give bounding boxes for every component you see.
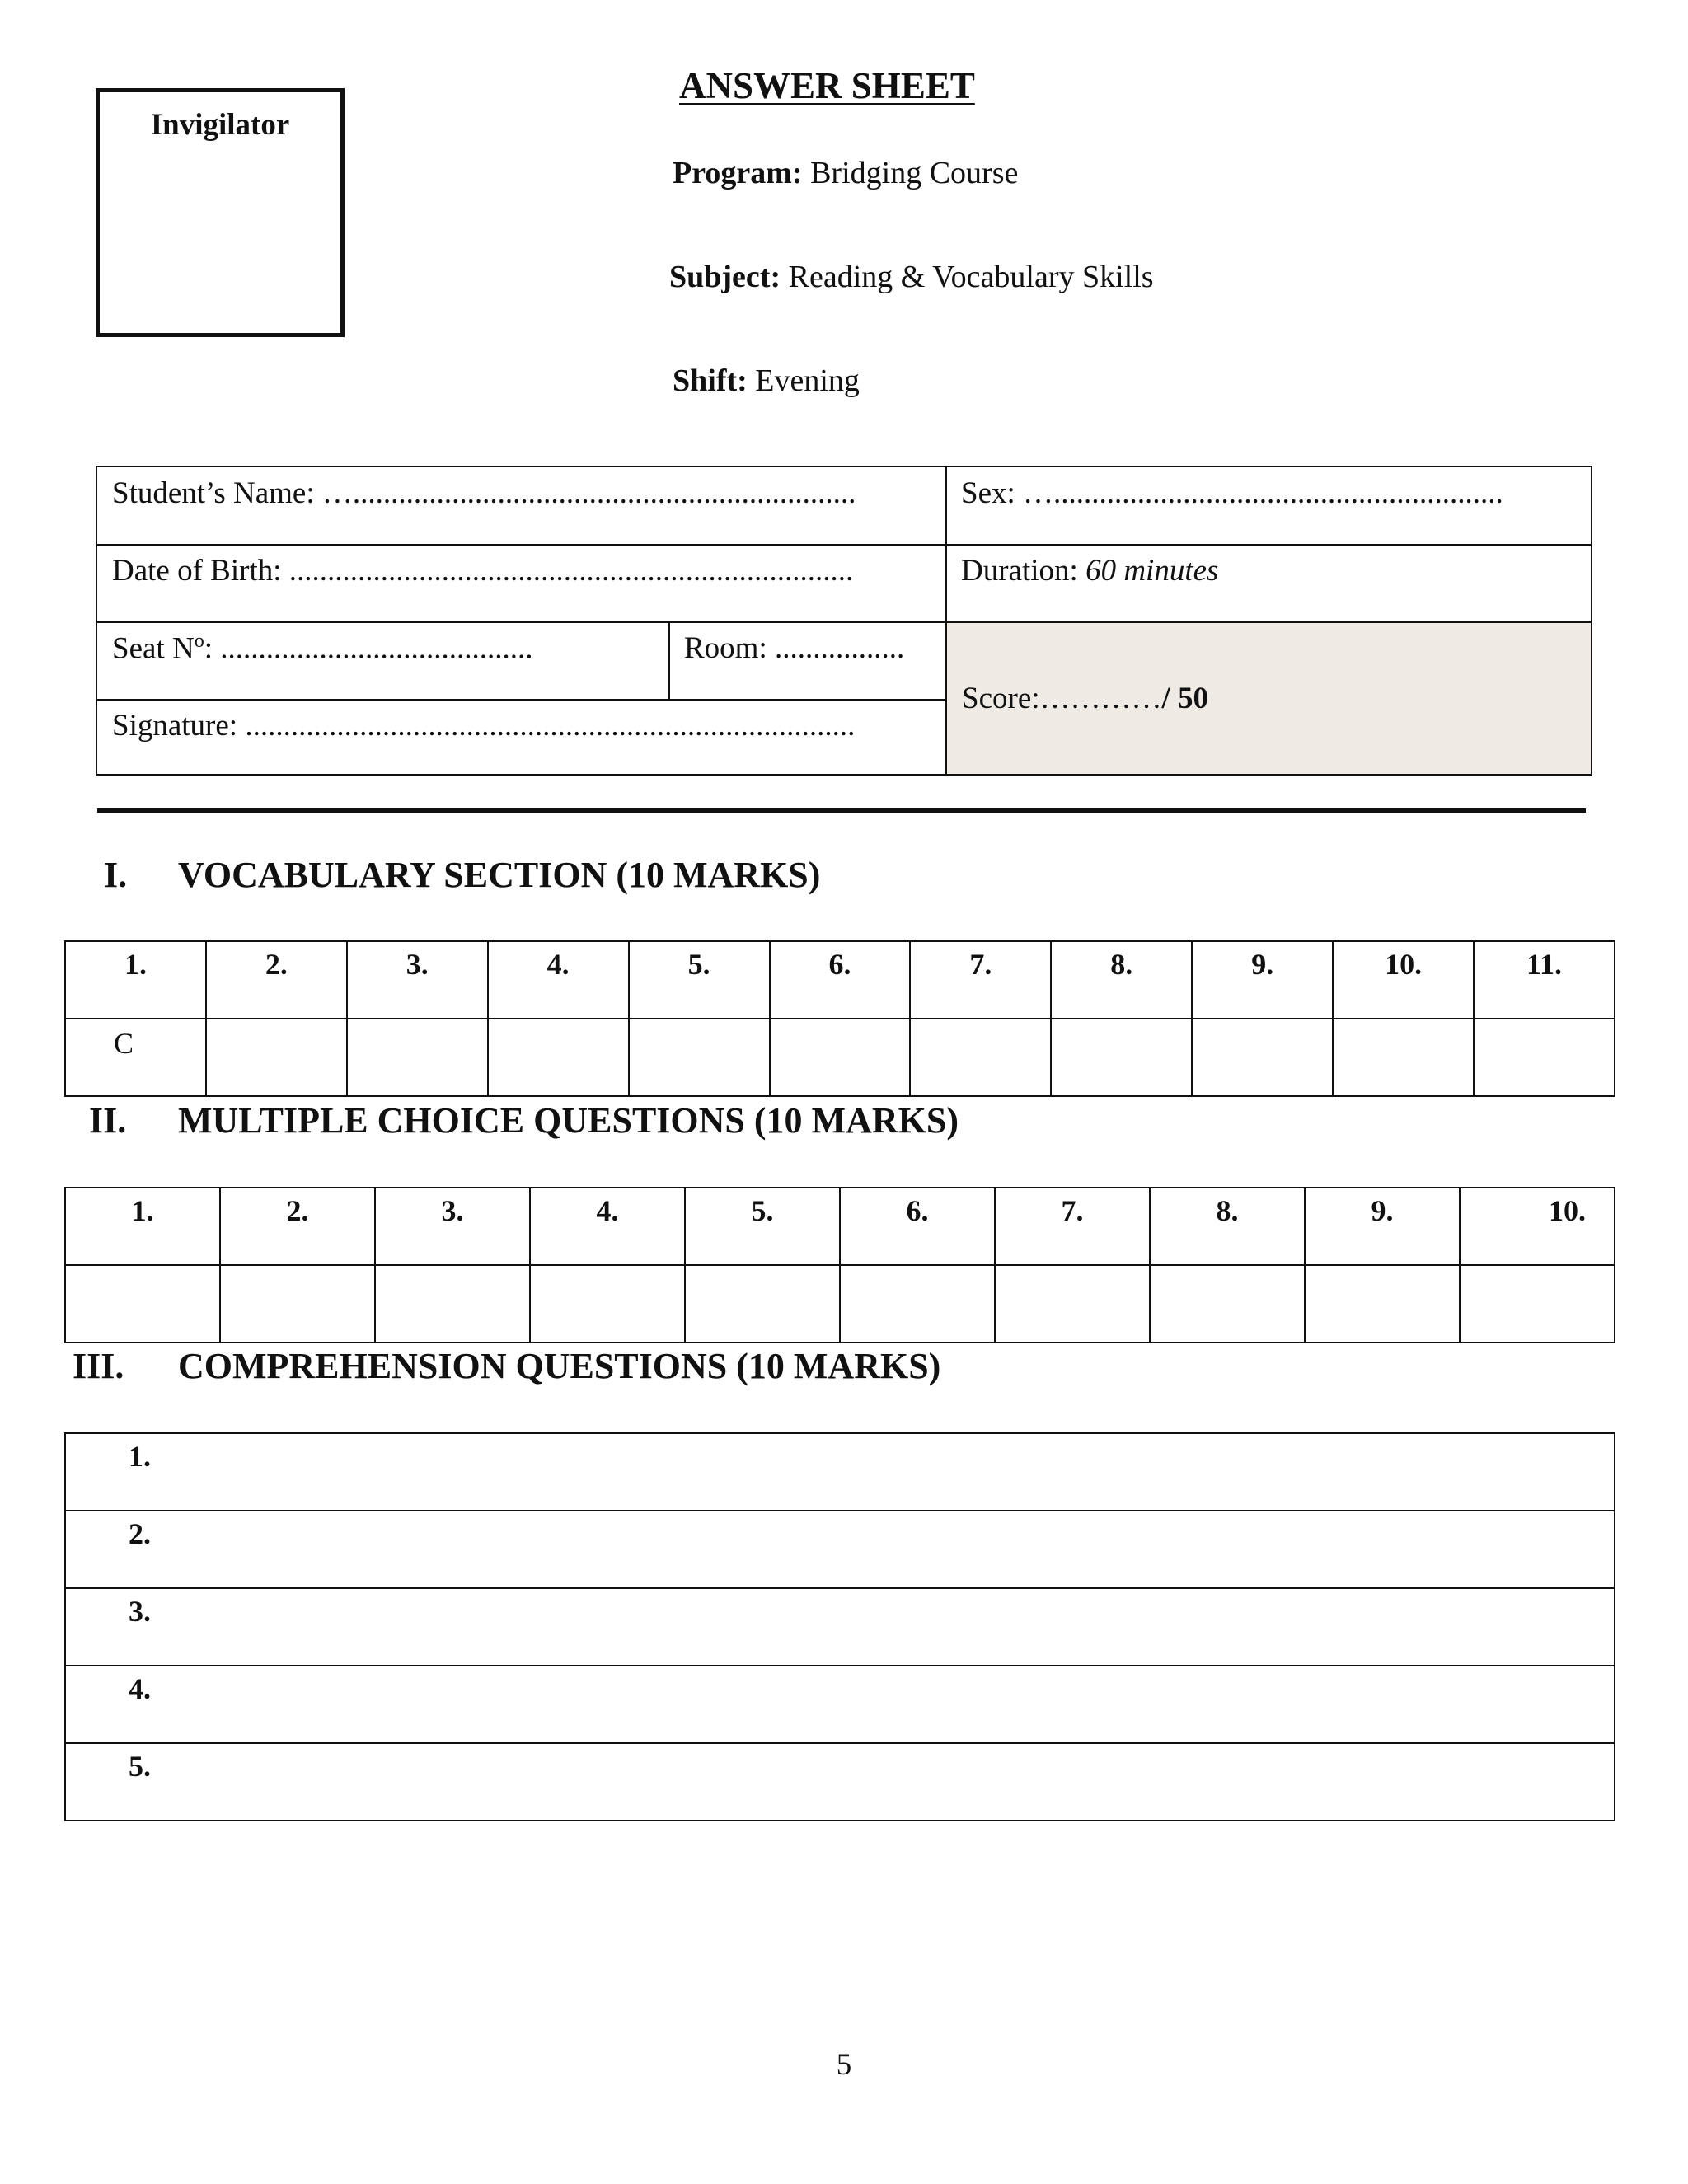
vocab-answer-cell[interactable]: [1474, 1019, 1615, 1096]
mcq-header-cell: 9.: [1305, 1188, 1460, 1265]
vocab-header-cell: 2.: [206, 941, 347, 1019]
duration-label: Duration:: [961, 554, 1086, 588]
seat-label-sup: o: [194, 630, 204, 652]
info-divider: [97, 544, 1591, 546]
comp-answer-line[interactable]: 5.: [65, 1743, 1615, 1821]
score-total: / 50: [1161, 682, 1209, 715]
vocab-header-cell: 7.: [910, 941, 1051, 1019]
mcq-answer-cell[interactable]: [1460, 1265, 1615, 1343]
mcq-answer-row: [65, 1265, 1615, 1343]
vocab-answer-cell[interactable]: [770, 1019, 911, 1096]
score-label: Score:…………: [962, 682, 1162, 715]
mcq-answer-cell[interactable]: [995, 1265, 1150, 1343]
comp-section-number: III.: [73, 1346, 124, 1386]
info-divider: [945, 467, 947, 774]
vocab-answer-cell[interactable]: C: [65, 1019, 206, 1096]
mcq-header-cell: 8.: [1150, 1188, 1305, 1265]
vocab-answer-cell[interactable]: [629, 1019, 770, 1096]
mcq-header-cell: 4.: [530, 1188, 685, 1265]
shift-line: [673, 363, 860, 399]
vocab-header-cell: 4.: [488, 941, 629, 1019]
vocab-answer-cell[interactable]: [206, 1019, 347, 1096]
subject-value: Reading & Vocabulary Skills: [788, 260, 1154, 294]
program-value: Bridging Course: [810, 156, 1019, 190]
comp-answer-line[interactable]: 2.: [65, 1511, 1615, 1588]
mcq-answer-cell[interactable]: [685, 1265, 840, 1343]
vocab-header-cell: 11.: [1474, 941, 1615, 1019]
mcq-header-cell: 10.: [1460, 1188, 1615, 1265]
vocab-answer-cell[interactable]: [488, 1019, 629, 1096]
vocab-answer-cell[interactable]: [1333, 1019, 1474, 1096]
vocab-section-title: VOCABULARY SECTION (10 MARKS): [178, 855, 821, 895]
vocab-answer-cell[interactable]: [1051, 1019, 1192, 1096]
comp-answer-line[interactable]: 3.: [65, 1588, 1615, 1666]
vocab-header-cell: 9.: [1192, 941, 1333, 1019]
sex-field[interactable]: Sex: …...........................................................: [961, 476, 1503, 510]
comprehension-answer-table: [64, 1432, 1615, 1821]
info-divider: [97, 699, 946, 701]
mcq-header-cell: 6.: [840, 1188, 995, 1265]
vocab-header-cell: 3.: [347, 941, 488, 1019]
mcq-section-number: II.: [89, 1100, 127, 1141]
vocab-header-cell: 6.: [770, 941, 911, 1019]
comp-answer-line[interactable]: 1.: [65, 1433, 1615, 1511]
duration-value: 60 minutes: [1085, 554, 1219, 588]
mcq-header-cell: 2.: [220, 1188, 375, 1265]
vocab-answer-row: [65, 1019, 1615, 1096]
invigilator-box: [96, 88, 345, 337]
program-line: [673, 155, 1018, 191]
mcq-section-title: MULTIPLE CHOICE QUESTIONS (10 MARKS): [178, 1100, 959, 1141]
seat-number-field[interactable]: [97, 622, 669, 700]
duration-field: [946, 545, 1591, 622]
subject-line: [669, 259, 1154, 295]
info-divider: [668, 621, 670, 700]
section-separator: [97, 808, 1586, 813]
mcq-header-row: [65, 1188, 1615, 1265]
seat-dots: : .........................................: [204, 631, 533, 666]
mcq-answer-cell[interactable]: [65, 1265, 220, 1343]
date-of-birth-field[interactable]: Date of Birth: ..........................................................................: [112, 554, 854, 588]
vocab-header-row: [65, 941, 1615, 1019]
student-name-field[interactable]: Student’s Name: …..................................................................: [112, 476, 856, 510]
mcq-header-cell: 5.: [685, 1188, 840, 1265]
score-field: [947, 623, 1591, 774]
mcq-answer-table: [64, 1187, 1615, 1343]
mcq-answer-cell[interactable]: [1305, 1265, 1460, 1343]
vocab-header-cell: 10.: [1333, 941, 1474, 1019]
page-number: 5: [836, 2048, 852, 2082]
vocab-header-cell: 1.: [65, 941, 206, 1019]
vocab-section-number: I.: [104, 855, 128, 895]
vocab-header-cell: 8.: [1051, 941, 1192, 1019]
comp-answer-line[interactable]: 4.: [65, 1666, 1615, 1743]
vocab-answer-cell[interactable]: [347, 1019, 488, 1096]
mcq-header-cell: 1.: [65, 1188, 220, 1265]
student-info-table: [96, 466, 1592, 776]
mcq-answer-cell[interactable]: [375, 1265, 530, 1343]
shift-label: Shift:: [673, 363, 748, 398]
comp-answer-row: [65, 1666, 1615, 1743]
seat-label: Seat N: [112, 631, 195, 666]
program-label: Program:: [673, 156, 803, 190]
subject-label: Subject:: [669, 260, 781, 294]
comp-answer-row: [65, 1433, 1615, 1511]
mcq-answer-cell[interactable]: [220, 1265, 375, 1343]
shift-value: Evening: [755, 363, 860, 398]
vocab-header-cell: 5.: [629, 941, 770, 1019]
info-divider: [97, 621, 1591, 623]
invigilator-label: Invigilator: [150, 108, 290, 142]
mcq-header-cell: 7.: [995, 1188, 1150, 1265]
vocab-answer-cell[interactable]: [1192, 1019, 1333, 1096]
comp-answer-row: [65, 1743, 1615, 1821]
vocab-answer-cell[interactable]: [910, 1019, 1051, 1096]
mcq-answer-cell[interactable]: [1150, 1265, 1305, 1343]
page-title: ANSWER SHEET: [679, 65, 975, 106]
mcq-header-cell: 3.: [375, 1188, 530, 1265]
mcq-answer-cell[interactable]: [530, 1265, 685, 1343]
mcq-answer-cell[interactable]: [840, 1265, 995, 1343]
room-field[interactable]: Room: .................: [684, 631, 905, 665]
comp-answer-row: [65, 1588, 1615, 1666]
comp-section-title: COMPREHENSION QUESTIONS (10 MARKS): [178, 1346, 941, 1386]
vocab-answer-table: [64, 940, 1615, 1097]
comp-answer-row: [65, 1511, 1615, 1588]
signature-field[interactable]: Signature: ................................................................................: [112, 709, 856, 743]
